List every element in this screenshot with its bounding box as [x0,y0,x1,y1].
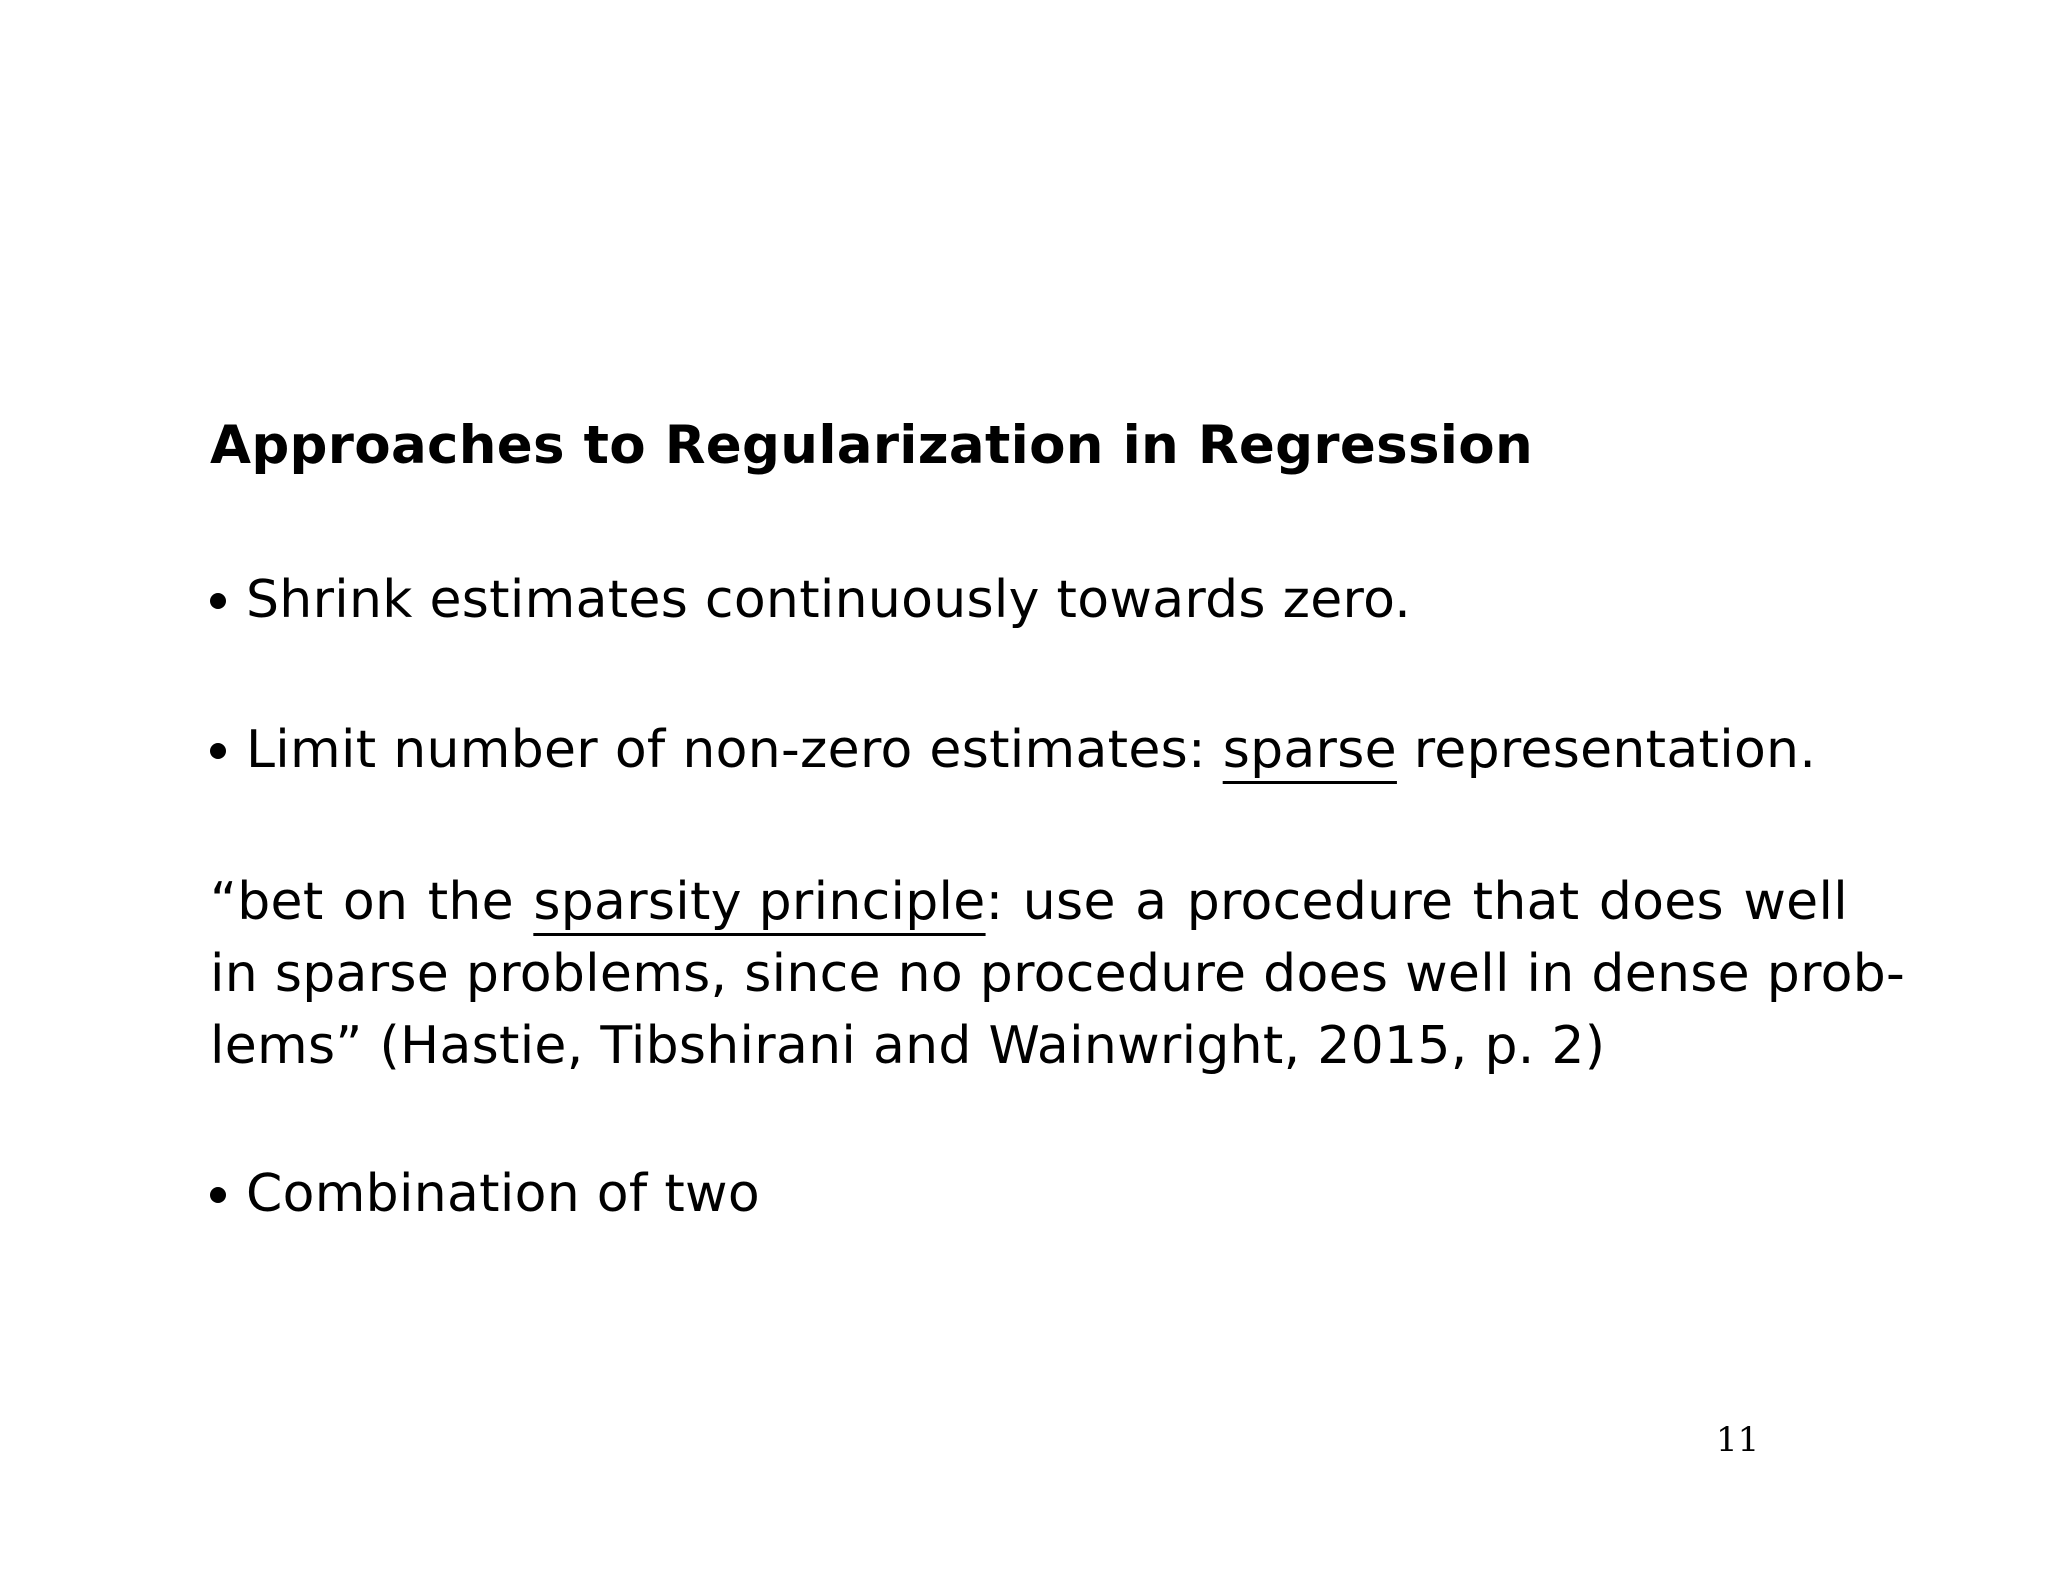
quote-word: the [427,872,514,932]
bullet-dot-icon [210,1187,226,1203]
quote-word: “bet [210,872,324,932]
quote-word: use [1022,872,1116,932]
quote-line-1 [210,866,1848,938]
slide-title: Approaches to Regularization in Regression [210,415,1534,476]
underlined-term-sparsity-principle: sparsity principle [533,872,986,932]
quote-word: a [1135,872,1168,932]
bullet-dot-icon [210,743,226,759]
underlined-term-sparse: sparse [1222,720,1397,780]
quote-word: procedure [1186,872,1454,932]
bullet-combination [210,1160,760,1228]
bullet-text: Shrink estimates continuously towards zero. [246,570,1412,630]
quote-word: does [1598,872,1724,932]
quote-punctuation: : [985,872,1004,932]
page-number: 11 [1716,1420,1760,1460]
quote-word: that [1472,872,1580,932]
bullet-text-before: Limit number of non-zero estimates: [246,720,1223,780]
bullet-dot-icon [210,593,226,609]
bullet-text: Combination of two [246,1164,760,1224]
bullet-shrink-estimates [210,566,1411,634]
quote-line-3: lems” (Hastie, Tibshirani and Wainwright, 2015, p. 2) [210,1016,1606,1076]
sparsity-quote [210,866,1906,1082]
quote-word: on [342,872,409,932]
bullet-limit-nonzero [210,716,1816,784]
quote-word: well [1743,872,1848,932]
bullet-text-after: representation. [1396,720,1817,780]
quote-line-2: in sparse problems, since no procedure does well in dense prob- [210,944,1906,1004]
